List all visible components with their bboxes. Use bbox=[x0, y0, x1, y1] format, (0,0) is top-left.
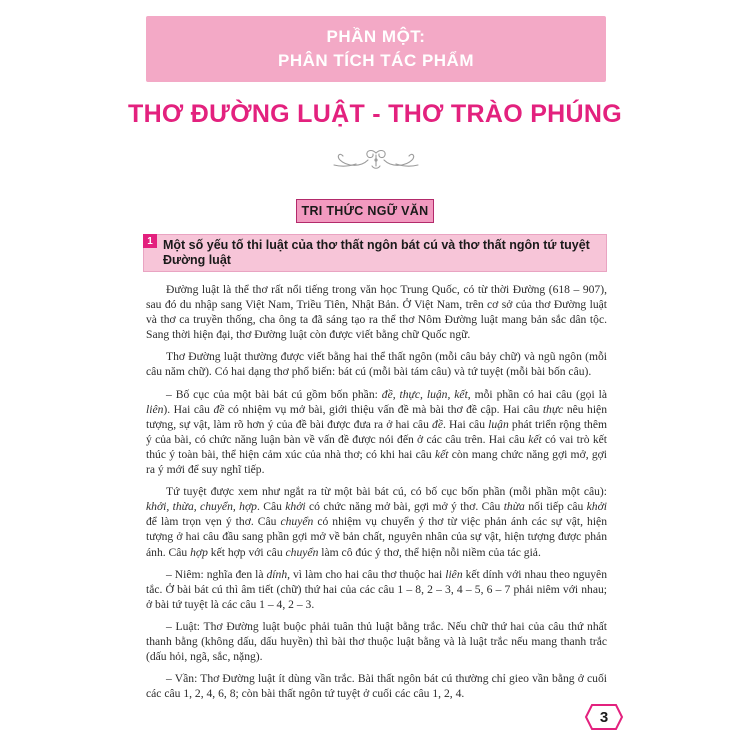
part-label: PHẦN MỘT: bbox=[326, 27, 426, 46]
section-heading bbox=[143, 234, 607, 272]
flourish-divider-icon bbox=[330, 146, 422, 172]
paragraph-van: – Vần: Thơ Đường luật ít dùng vần trắc. Bài thất ngôn bát cú thường chỉ gieo vần bằng ở cuối các câu 1, 2, 4, 6, 8; còn bài thất ngôn tứ tuyệt ở cuối các câu 1, 2, 4. bbox=[146, 672, 607, 701]
paragraph-forms: Thơ Đường luật thường được viết bằng hai thể thất ngôn (mỗi câu bảy chữ) và ngũ ngôn (mỗi câu năm chữ). Có hai dạng thơ phổ biến: bát cú (mỗi bài tám câu) và tứ tuyệt (mỗi bài bốn câu). bbox=[146, 350, 607, 379]
page-number: 3 bbox=[599, 708, 609, 726]
part-title: PHÂN TÍCH TÁC PHẨM bbox=[278, 51, 474, 70]
chapter-title: THƠ ĐƯỜNG LUẬT - THƠ TRÀO PHÚNG bbox=[128, 100, 622, 128]
page-number-badge bbox=[584, 703, 624, 731]
heading-text: Một số yếu tố thi luật của thơ thất ngôn bát cú và thơ thất ngôn tứ tuyệt Đường luật bbox=[163, 238, 590, 267]
paragraph-niem: – Niêm: nghĩa đen là dính, vì làm cho hai câu thơ thuộc hai liên kết dính với nhau theo nguyên tắc. Ở bài bát cú thì âm tiết (chữ) thứ hai của các câu 1 – 8, 2 – 3, 4 – 5, 6 – 7 phải niêm với nhau; ở bài tứ tuyệt là các câu 1 – 4, 2 – 3. bbox=[146, 567, 607, 611]
part-banner bbox=[146, 16, 606, 82]
paragraph-intro: Đường luật là thể thơ rất nổi tiếng trong văn học Trung Quốc, có từ thời Đường (618 – 907), sau đó du nhập sang Việt Nam, Triều Tiên, Nhật Bản. Ở Việt Nam, trên cơ sở của thơ Đường luật và thơ ca truyền thống, cha ông ta đã sáng tạo ra thể thơ Nôm Đường luật mang bản sắc dân tộc. Sang thời hiện đại, thơ Đường luật còn được viết bằng chữ Quốc ngữ. bbox=[146, 283, 607, 342]
heading-number: 1 bbox=[143, 234, 157, 248]
body-text bbox=[146, 282, 607, 708]
paragraph-luat: – Luật: Thơ Đường luật buộc phải tuân thủ luật bằng trắc. Nếu chữ thứ hai của câu thứ nhất thanh bằng (không dấu, dấu huyền) thì bài thơ thuộc luật bằng và là luật trắc nếu mang thanh trắc (dấu hỏi, ngã, sắc, nặng). bbox=[146, 619, 607, 664]
section-badge: TRI THỨC NGỮ VĂN bbox=[296, 199, 434, 223]
paragraph-structure-tu-tuyet: Tứ tuyệt được xem như ngắt ra từ một bài bát cú, có bố cục bốn phần (mỗi phần một câu): khởi, thừa, chuyển, hợp. Câu khởi có chức năng mở bài, gợi mở ý thơ. Câu thừa nối tiếp câu khởi để làm trọn vẹn ý thơ. Câu chuyển có nhiệm vụ chuyển ý thơ từ việc phản ánh các sự vật, hiện tượng ở hai câu đầu sang phần gợi mở về bản chất, nguyên nhân của sự vật, hiện tượng được phản ánh. Câu hợp kết hợp với câu chuyển làm cô đúc ý thơ, thể hiện nỗi niềm của tác giả. bbox=[146, 485, 608, 559]
paragraph-structure-bat-cu: – Bố cục của một bài bát cú gồm bốn phần: đề, thực, luận, kết, mỗi phần có hai câu (gọi là liên). Hai câu đề có nhiệm vụ mở bài, giới thiệu vấn đề mà bài thơ đề cập. Hai câu thực nêu hiện tượng, sự vật, làm rõ hơn ý của đề bài được đưa ra ở hai câu đề. Hai câu luận phát triển rộng thêm ý của bài, có chức năng luận bàn về vấn đề được nói đến ở các câu trên. Hai câu kết có vai trò kết thúc ý toàn bài, thể hiện cảm xúc của nhà thơ; có khi hai câu kết còn mang chức năng gợi mở, gợi ra ý mới để suy nghĩ tiếp. bbox=[146, 387, 608, 477]
